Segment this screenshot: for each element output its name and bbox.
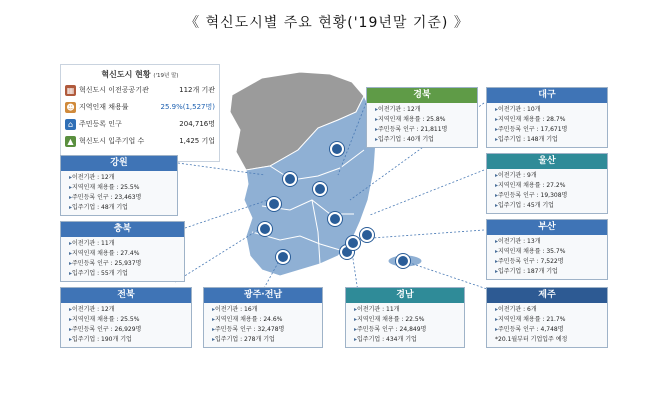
summary-title-text: 혁신도시 현황 xyxy=(101,70,151,79)
page-title: 《 혁신도시별 주요 현황('19년말 기준) 》 xyxy=(185,15,469,31)
region-stat: ▸ 입주기업 : 187개 기업 xyxy=(495,267,603,277)
summary-row-population xyxy=(65,117,215,131)
region-name: 강원 xyxy=(61,156,177,171)
region-stat: ▸ 지역인재 채용률 : 22.5% xyxy=(354,315,460,325)
summary-row-value: 112개 기관 xyxy=(179,86,215,94)
map-pin-jeonbuk xyxy=(258,222,272,236)
region-stat: ▸ 주민등록 인구 : 32,478명 xyxy=(212,325,318,335)
region-stat: ▸ 입주기업 : 434개 기업 xyxy=(354,335,460,345)
region-stat: ▸ 주민등록 인구 : 26,929명 xyxy=(69,325,187,335)
map-pin-ulsan xyxy=(360,228,374,242)
region-stat: ▸ 입주기업 : 40개 기업 xyxy=(375,135,473,145)
region-name: 전북 xyxy=(61,288,191,303)
region-stat: ▸ 입주기업 : 45개 기업 xyxy=(495,201,603,211)
region-name: 광주·전남 xyxy=(204,288,322,303)
region-card-daegu xyxy=(486,87,608,148)
region-card-jeju xyxy=(486,287,608,348)
region-stat: ▸ 지역인재 채용률 : 25.5% xyxy=(69,183,173,193)
region-stat: ▸ 이전기관 : 12개 xyxy=(69,173,173,183)
region-stat: ▸ 지역인재 채용률 : 25.5% xyxy=(69,315,187,325)
map-pin-gangwon xyxy=(283,172,297,186)
summary-subtitle: ('19년 말) xyxy=(153,73,179,79)
region-stat: ▸ 주민등록 인구 : 24,849명 xyxy=(354,325,460,335)
region-stat: ▸ 지역인재 채용률 : 27.2% xyxy=(495,181,603,191)
region-stat: ▸ 이전기관 : 12개 xyxy=(375,105,473,115)
summary-title xyxy=(61,69,219,80)
region-name: 경남 xyxy=(346,288,464,303)
map-pin-jeju xyxy=(396,254,410,268)
house-icon: ⌂ xyxy=(65,119,76,130)
region-name: 제주 xyxy=(487,288,607,303)
building-icon: ▦ xyxy=(66,85,75,95)
map-pin-gwangju xyxy=(276,250,290,264)
region-stat: ▸ 지역인재 채용률 : 24.6% xyxy=(212,315,318,325)
region-card-jeonbuk xyxy=(60,287,192,348)
region-stat: ▸ 지역인재 채용률 : 25.8% xyxy=(375,115,473,125)
region-name: 부산 xyxy=(487,220,607,235)
region-stat: ▸ 주민등록 인구 : 21,811명 xyxy=(375,125,473,135)
region-stat: ▸ 주민등록 인구 : 7,522명 xyxy=(495,257,603,267)
region-stat: ▸ 지역인재 채용률 : 27.4% xyxy=(69,249,180,259)
people-icon: ☻ xyxy=(66,102,75,112)
map-pin-busan xyxy=(346,236,360,250)
summary-row-value: 1,425 기업 xyxy=(179,137,215,145)
region-stat: ▸ 이전기관 : 12개 xyxy=(69,305,187,315)
factory-icon: ▲ xyxy=(65,136,76,147)
summary-box xyxy=(60,64,220,162)
summary-row-label: 지역인재 채용률 xyxy=(79,103,129,111)
map-pin-daegu xyxy=(328,212,342,226)
map-pin-chungbuk xyxy=(267,197,281,211)
summary-row-label: 혁신도시 이전공공기관 xyxy=(79,86,149,94)
region-card-gangwon xyxy=(60,155,178,216)
region-name: 대구 xyxy=(487,88,607,103)
region-stat: ▸ 이전기관 : 11개 xyxy=(354,305,460,315)
region-card-busan xyxy=(486,219,608,280)
summary-row-value: 204,716명 xyxy=(179,120,215,128)
region-stat: ▸ 이전기관 : 13개 xyxy=(495,237,603,247)
summary-row-label: 혁신도시 입주기업 수 xyxy=(79,137,145,145)
region-card-chungbuk xyxy=(60,221,185,282)
region-stat: ▸ 입주기업 : 48개 기업 xyxy=(69,203,173,213)
summary-row-companies xyxy=(65,134,215,148)
region-stat: ▸ 주민등록 인구 : 4,748명 xyxy=(495,325,603,335)
region-name: 울산 xyxy=(487,154,607,169)
summary-row-value: 25.9%(1,527명) xyxy=(160,103,215,111)
region-name: 경북 xyxy=(367,88,477,103)
summary-row-label: 주민등록 인구 xyxy=(79,120,122,128)
region-stat: ▸ 지역인재 채용률 : 21.7% xyxy=(495,315,603,325)
region-stat: ▸ 입주기업 : 55개 기업 xyxy=(69,269,180,279)
region-card-gwangju-jeonnam xyxy=(203,287,323,348)
region-stat: ▸ 입주기업 : 190개 기업 xyxy=(69,335,187,345)
region-stat: ▸ 주민등록 인구 : 17,671명 xyxy=(495,125,603,135)
map-pin-north xyxy=(330,142,344,156)
region-stat: ▸ 이전기관 : 9개 xyxy=(495,171,603,181)
map-pin-gyeongbuk xyxy=(313,182,327,196)
region-stat: ▸ 주민등록 인구 : 19,308명 xyxy=(495,191,603,201)
region-card-gyeongnam xyxy=(345,287,465,348)
region-stat: ▸ 지역인재 채용률 : 28.7% xyxy=(495,115,603,125)
region-card-ulsan xyxy=(486,153,608,214)
summary-row-institutions xyxy=(65,83,215,97)
region-stat: ▸ 입주기업 : 148개 기업 xyxy=(495,135,603,145)
region-stat: ▸ 주민등록 인구 : 23,463명 xyxy=(69,193,173,203)
region-name: 충북 xyxy=(61,222,184,237)
region-stat: ▸ 지역인재 채용률 : 35.7% xyxy=(495,247,603,257)
summary-row-hiring xyxy=(65,100,215,114)
region-note: *20.1월부터 기업입주 예정 xyxy=(495,336,568,343)
region-stat: ▸ 입주기업 : 278개 기업 xyxy=(212,335,318,345)
region-stat: ▸ 이전기관 : 6개 xyxy=(495,305,603,315)
region-stat: ▸ 주민등록 인구 : 25,937명 xyxy=(69,259,180,269)
region-stat: ▸ 이전기관 : 11개 xyxy=(69,239,180,249)
region-stat: ▸ 이전기관 : 10개 xyxy=(495,105,603,115)
region-stat: ▸ 이전기관 : 16개 xyxy=(212,305,318,315)
region-card-gyeongbuk xyxy=(366,87,478,148)
